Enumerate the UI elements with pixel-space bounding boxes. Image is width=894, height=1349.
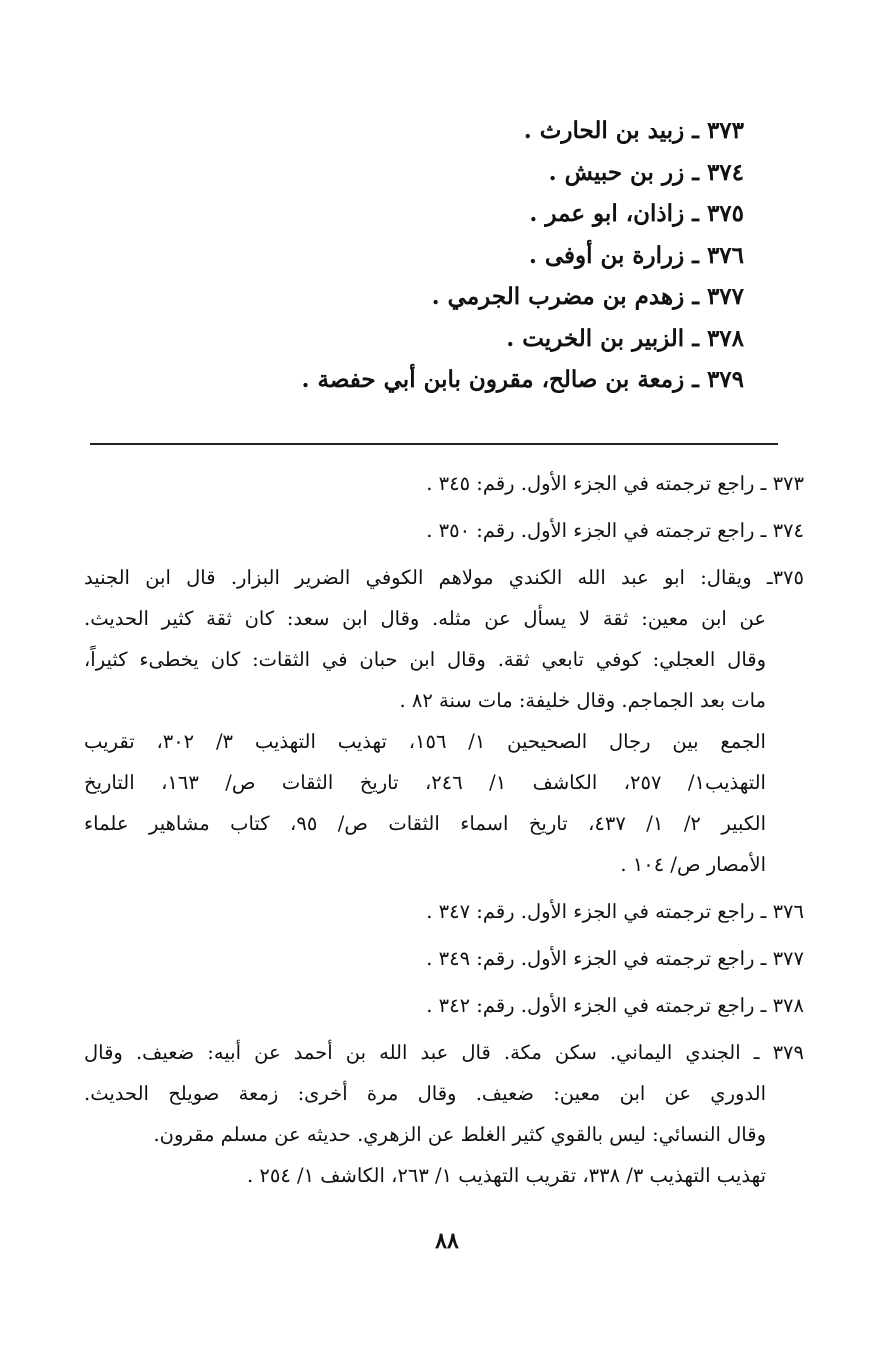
footnote-line: ٣٧٩ ـ الجندي اليماني. سكن مكة. قال عبد الله بن أحمد عن أبيه: ضعيف. وقال [84,1041,804,1064]
footnote-reference-line: الكبير ٢/ ١/ ٤٣٧، تاريخ اسماء الثقات ص/ ٩٥، كتاب مشاهير علماء [84,812,767,835]
footnote-375 [84,557,804,885]
narrator-entry-379: ٣٧٩ ـ زمعة بن صالح، مقرون بابن أبي حفصة . [301,366,744,393]
narrator-entry-373: ٣٧٣ ـ زبيد بن الحارث . [523,117,744,144]
footnote-373 [84,463,804,504]
footnote-374 [84,510,804,551]
footnote-377 [84,938,804,979]
narrator-entry-375: ٣٧٥ ـ زاذان، ابو عمر . [529,200,744,227]
footnote-line: وقال النسائي: ليس بالقوي كثير الغلط عن الزهري. حديثه عن مسلم مقرون. [153,1123,766,1146]
footnote-line: ٣٧٧ ـ راجع ترجمته في الجزء الأول. رقم: ٣٤٩ . [426,947,804,970]
footnote-line: الدوري عن ابن معين: ضعيف. وقال مرة أخرى: زمعة صويلح الحديث. [84,1082,766,1105]
narrator-entry-378: ٣٧٨ ـ الزبير بن الخريت . [506,324,744,352]
footnote-line: وقال العجلي: كوفي تابعي ثقة. وقال ابن حبان في الثقات: كان يخطىء كثيراً، [84,648,766,671]
footnote-reference-line: الأمصار ص/ ١٠٤ . [620,853,766,876]
footnote-line: ٣٧٦ ـ راجع ترجمته في الجزء الأول. رقم: ٣٤٧ . [426,900,804,923]
narrator-entry-374: ٣٧٤ ـ زر بن حبيش . [548,158,744,186]
footnote-line: عن ابن معين: ثقة لا يسأل عن مثله. وقال ابن سعد: كان ثقة كثير الحديث. [84,607,766,630]
footnotes [84,463,804,1202]
footnote-line: ٣٧٤ ـ راجع ترجمته في الجزء الأول. رقم: ٣٥٠ . [426,519,804,542]
page-number: ٨٨ [435,1228,459,1254]
footnote-reference-line: الجمع بين رجال الصحيحين ١/ ١٥٦، تهذيب التهذيب ٣/ ٣٠٢، تقريب [84,730,766,753]
footnote-reference-line: التهذيب١/ ٢٥٧، الكاشف ١/ ٢٤٦، تاريخ الثقات ص/ ١٦٣، التاريخ [84,771,766,794]
footnote-reference-line: تهذيب التهذيب ٣/ ٣٣٨، تقريب التهذيب ١/ ٢٦٣، الكاشف ١/ ٢٥٤ . [247,1164,766,1187]
footnote-line: مات بعد الجماجم. وقال خليفة: مات سنة ٨٢ . [399,689,766,712]
footnote-line: ٣٧٨ ـ راجع ترجمته في الجزء الأول. رقم: ٣٤٢ . [426,994,804,1017]
footnote-376 [84,891,804,932]
footnote-line: ٣٧٥ـ ويقال: ابو عبد الله الكندي مولاهم الكوفي الضرير البزار. قال ابن الجنيد [84,566,804,589]
footnote-separator [90,443,778,445]
footnote-line: ٣٧٣ ـ راجع ترجمته في الجزء الأول. رقم: ٣٤٥ . [426,472,804,495]
footnote-379 [84,1032,804,1196]
narrator-entry-376: ٣٧٦ ـ زرارة بن أوفى . [528,241,744,269]
footnote-378 [84,985,804,1026]
narrator-entry-377: ٣٧٧ ـ زهدم بن مضرب الجرمي . [431,283,744,310]
narrator-list [144,110,744,401]
